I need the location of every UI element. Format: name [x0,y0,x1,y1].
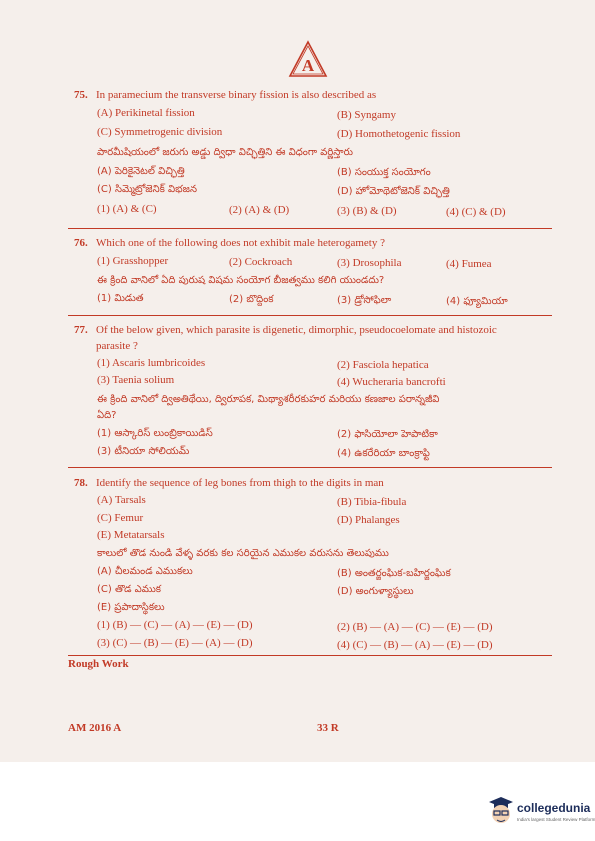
answer-choice: (4) (C) — (B) — (A) — (E) — (D) [337,639,493,651]
telugu-option: (2) ఫాసియోలా హెపాటికా [337,429,438,440]
telugu-option: (4) ఫ్యూమియా [446,296,508,307]
telugu-stem-continued: ఏది? [97,410,117,421]
option: (1) Grasshopper [97,255,169,267]
question-number: 77. [74,324,88,336]
option: (3) Drosophila [337,257,402,269]
question-stem: Of the below given, which parasite is digenetic, dimorphic, pseudocoelomate and histozoic [96,324,497,336]
brand-name: collegedunia [517,801,591,815]
answer-choice: (1) (A) & (C) [97,203,157,215]
telugu-option: (D) అంగుళ్యాస్థులు [337,586,414,597]
option: (C) Femur [97,512,144,524]
telugu-option: (3) డ్రోసోఫిలా [337,295,392,306]
divider [68,315,552,316]
telugu-option: (C) సిమ్మెట్రోజెనిక్ విభజన [97,184,197,195]
answer-choice: (2) (B) — (A) — (C) — (E) — (D) [337,621,493,633]
option: (4) Fumea [446,258,492,270]
question-number: 76. [74,237,88,249]
collegedunia-watermark [488,796,595,830]
telugu-stem: ఈ క్రింది వానిలో ద్వి‌అతిథేయి, ద్విరూపక, మిథ్యాశరీరకుహర మరియు కణజాల పరాన్నజీవి [97,394,440,405]
telugu-option: (3) టీనియా సోలియమ్ [97,446,190,457]
telugu-stem: పారమీషియంలో జరుగు అడ్డు ద్విధా విచ్ఛిత్తిని ఈ విధంగా వర్ణిస్తారు [97,147,353,158]
page-number: 33 R [317,722,339,734]
option: (C) Symmetrogenic division [97,126,223,138]
telugu-option: (2) బొద్దింక [229,294,274,305]
telugu-option: (A) పెరికైనెటల్ విచ్ఛిత్తి [97,166,185,177]
divider [68,228,552,229]
telugu-stem: కాలులో తొడ నుండి వేళ్ళ వరకు కల సరియైన ఎముకల వరుసను తెలుపుము [97,548,389,559]
telugu-option: (4) ఉకరేరియా బాంక్రాఫ్టి [337,448,430,459]
telugu-option: (C) తొడ ఎముక [97,584,162,595]
option: (2) Cockroach [229,256,293,268]
answer-choice: (3) (C) — (B) — (E) — (A) — (D) [97,637,253,649]
booklet-code-letter: A [301,56,315,75]
question-stem-continued: parasite ? [96,340,138,352]
brand-tagline: India's largest Student Review Platform [517,817,595,822]
option: (B) Tibia-fibula [337,496,407,508]
option: (A) Perikinetal fission [97,107,195,119]
graduate-mascot-icon [488,796,514,826]
divider [68,655,552,656]
question-stem: Which one of the following does not exhibit male heterogamety ? [96,237,385,249]
rough-work-label: Rough Work [68,658,129,670]
telugu-option: (E) ప్రపాదాస్థికలు [97,602,165,613]
option: (3) Taenia solium [97,374,175,386]
option: (A) Tarsals [97,494,146,506]
answer-choice: (3) (B) & (D) [337,205,397,217]
question-number: 78. [74,477,88,489]
option: (1) Ascaris lumbricoides [97,357,206,369]
telugu-option: (A) చీలమండ ఎముకలు [97,566,193,577]
option: (B) Syngamy [337,109,396,121]
divider [68,467,552,468]
booklet-code-badge [288,40,328,78]
telugu-stem: ఈ క్రింది వానిలో ఏది పురుష విషమ సంయోగ బీజత్వము కలిగి యుండదు? [97,275,385,286]
question-stem: Identify the sequence of leg bones from thigh to the digits in man [96,477,384,489]
option: (2) Fasciola hepatica [337,359,429,371]
answer-choice: (1) (B) — (C) — (A) — (E) — (D) [97,619,253,631]
option: (E) Metatarsals [97,529,165,541]
telugu-option: (1) ఆస్కారిస్ లుంబ్రికాయిడిస్ [97,428,213,439]
option: (4) Wucheraria bancrofti [337,376,446,388]
question-number: 75. [74,89,88,101]
answer-choice: (2) (A) & (D) [229,204,290,216]
telugu-option: (B) సంయుక్త సంయోగం [337,167,431,178]
question-stem: In paramecium the transverse binary fission is also described as [96,89,377,101]
footer-code: AM 2016 A [68,722,122,734]
option: (D) Homothetogenic fission [337,128,461,140]
telugu-option: (B) అంతర్జంఘిక-బహిర్జంఘిక [337,568,451,579]
answer-choice: (4) (C) & (D) [446,206,506,218]
option: (D) Phalanges [337,514,400,526]
telugu-option: (D) హోమోథెటోజెనిక్ విచ్ఛిత్తి [337,186,450,197]
telugu-option: (1) మిడుత [97,293,144,304]
